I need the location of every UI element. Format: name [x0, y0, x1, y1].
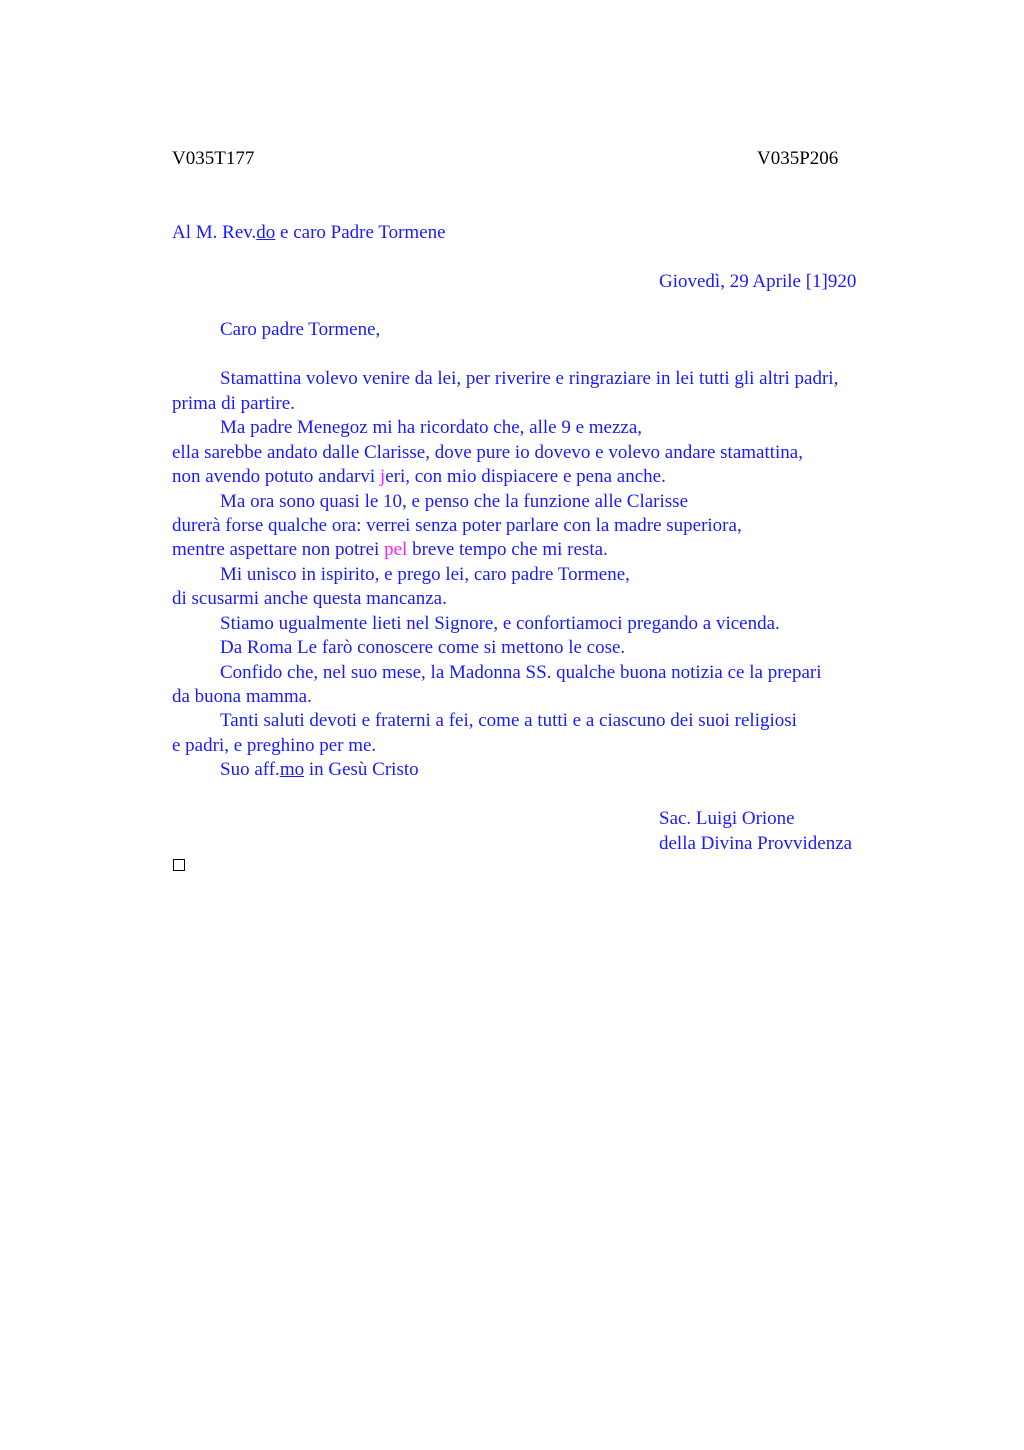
- body-line: ella sarebbe andato dalle Clarisse, dove pure io dovevo e volevo andare stamattina,: [172, 442, 803, 463]
- body-text: eri, con mio dispiacere e pena anche.: [385, 466, 666, 487]
- document-code-right: V035P206: [757, 148, 839, 169]
- body-line: Stiamo ugualmente lieti nel Signore, e confortiamoci pregando a vicenda.: [220, 613, 780, 634]
- body-line: [172, 467, 666, 486]
- checkbox-icon[interactable]: [173, 859, 185, 871]
- body-line: Ma padre Menegoz mi ha ricordato che, alle 9 e mezza,: [220, 417, 643, 438]
- editorial-mark: pel: [384, 539, 408, 560]
- body-line: da buona mamma.: [172, 686, 312, 707]
- body-line: Ma ora sono quasi le 10, e penso che la funzione alle Clarisse: [220, 491, 688, 512]
- closing-line: [220, 760, 419, 779]
- body-text: mentre aspettare non potrei: [172, 539, 385, 560]
- letter-date: Giovedì, 29 Aprile [1]920: [659, 271, 857, 292]
- body-line: durerà forse qualche ora: verrei senza poter parlare con la madre superiora,: [172, 515, 742, 536]
- salutation: Caro padre Tormene,: [220, 319, 381, 340]
- closing-prefix: Suo aff.: [220, 759, 280, 780]
- body-line: Da Roma Le farò conoscere come si mettono le cose.: [220, 637, 626, 658]
- closing-suffix: in Gesù Cristo: [304, 759, 419, 780]
- signature-title: della Divina Provvidenza: [659, 833, 853, 854]
- signature-name: Sac. Luigi Orione: [659, 808, 795, 829]
- body-line: Stamattina volevo venire da lei, per riverire e ringraziare in lei tutti gli altri padri,: [220, 368, 839, 389]
- body-line: prima di partire.: [172, 393, 295, 414]
- address-prefix: Al M. Rev.: [172, 222, 257, 243]
- body-text: breve tempo che mi resta.: [407, 539, 608, 560]
- address-abbrev: do: [256, 222, 276, 243]
- editorial-mark: j: [379, 466, 386, 487]
- body-line: [172, 540, 608, 559]
- body-line: Mi unisco in ispirito, e prego lei, caro padre Tormene,: [220, 564, 630, 585]
- recipient-address: [172, 223, 446, 242]
- body-line: di scusarmi anche questa mancanza.: [172, 588, 447, 609]
- body-line: e padri, e preghino per me.: [172, 735, 377, 756]
- body-text: non avendo potuto andarvi: [172, 466, 380, 487]
- document-code-left: V035T177: [172, 148, 255, 169]
- body-line: Tanti saluti devoti e fraterni a fei, come a tutti e a ciascuno dei suoi religiosi: [220, 710, 797, 731]
- body-line: Confido che, nel suo mese, la Madonna SS. qualche buona notizia ce la prepari: [220, 662, 822, 683]
- closing-abbrev: mo: [279, 759, 305, 780]
- address-suffix: e caro Padre Tormene: [275, 222, 446, 243]
